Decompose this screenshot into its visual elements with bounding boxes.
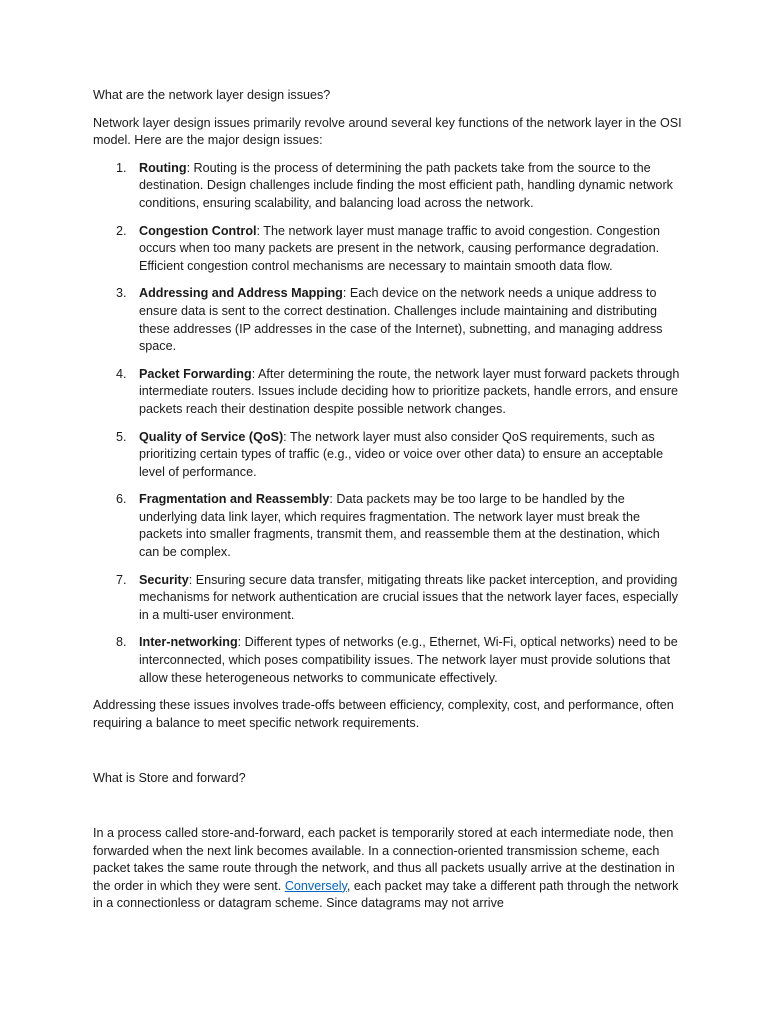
document-body — [93, 87, 683, 913]
item-text: : Different types of networks (e.g., Ethernet, Wi-Fi, optical networks) need to be interconnected, which poses compatibility issues. The network layer must provide solutions that allow these heterogeneous networks to communicate effectively. — [139, 635, 678, 685]
list-item — [93, 429, 683, 482]
item-text: : Each device on the network needs a unique address to ensure data is sent to the correct destination. Challenges include maintaining and distributing these addresses (IP addresses in the case of the Internet), subnetting, and managing address space. — [139, 286, 663, 354]
list-number: 5. — [116, 429, 127, 444]
item-term: Inter-networking — [139, 635, 238, 650]
list-number: 3. — [116, 286, 127, 301]
list-item — [93, 634, 683, 687]
list-number: 4. — [116, 366, 127, 381]
list-item — [93, 285, 683, 355]
item-text: : Ensuring secure data transfer, mitigating threats like packet interception, and providing mechanisms for network authentication are crucial issues that the network layer faces, especially in a multi-user environment. — [139, 572, 678, 622]
list-item — [93, 572, 683, 625]
item-text: : Routing is the process of determining the path packets take from the source to the destination. Design challenges include finding the most efficient path, handling dynamic network conditions, ensuring scalability, and balancing load across the network. — [139, 160, 673, 210]
list-number: 6. — [116, 492, 127, 507]
store-text-before: In a process called store-and-forward, each packet is temporarily stored at each intermediate node, then forwarded when the next link becomes available. In a connection-oriented transmission scheme, each packet takes the same route through the network, and thus all packets usually arrive at the destination in the order in which they were sent. — [93, 826, 675, 893]
store-text-after: , each packet may take a different path through the network in a connectionless or datagram scheme. Since datagrams may not arrive — [93, 878, 679, 911]
item-term: Congestion Control — [139, 223, 257, 238]
item-text: : The network layer must also consider QoS requirements, such as prioritizing certain types of traffic (e.g., video or voice over other data) to ensure an acceptable level of performance. — [139, 429, 664, 479]
item-term: Packet Forwarding — [139, 366, 252, 381]
intro-paragraph: Network layer design issues primarily revolve around several key functions of the network layer in the OSI model. Here are the major design issues: — [93, 115, 682, 148]
list-number: 2. — [116, 223, 127, 238]
list-number: 1. — [116, 160, 127, 175]
item-text: : Data packets may be too large to be handled by the underlying data link layer, which requires fragmentation. The network layer must break the packets into smaller fragments, transmit them, and reassemble them at the destination, which can be complex. — [139, 492, 660, 560]
list-item — [93, 491, 683, 561]
list-number: 7. — [116, 572, 127, 587]
question-heading-2: What is Store and forward? — [93, 771, 246, 786]
list-item — [93, 160, 683, 213]
store-and-forward-paragraph — [93, 825, 683, 913]
question-heading-1: What are the network layer design issues? — [93, 88, 331, 102]
design-issues-list — [93, 160, 683, 687]
item-text: : The network layer must manage traffic to avoid congestion. Congestion occurs when too many packets are present in the network, causing performance degradation. Efficient congestion control mechanisms are necessary to maintain smooth data flow. — [139, 223, 660, 273]
item-term: Routing — [139, 160, 187, 175]
item-term: Quality of Service (QoS) — [139, 429, 284, 444]
list-number: 8. — [116, 635, 127, 650]
item-term: Security — [139, 572, 189, 587]
list-item — [93, 366, 683, 419]
list-item — [93, 223, 683, 276]
conversely-link[interactable]: Conversely — [284, 878, 347, 893]
item-text: : After determining the route, the network layer must forward packets through intermediate routers. Issues include deciding how to prioritize packets, handle errors, and ensure packets reach their destination despite possible network changes. — [139, 366, 680, 416]
item-term: Addressing and Address Mapping — [139, 286, 343, 301]
item-term: Fragmentation and Reassembly — [139, 492, 330, 507]
closing-paragraph: Addressing these issues involves trade-offs between efficiency, complexity, cost, and performance, often requiring a balance to meet specific network requirements. — [93, 698, 674, 730]
